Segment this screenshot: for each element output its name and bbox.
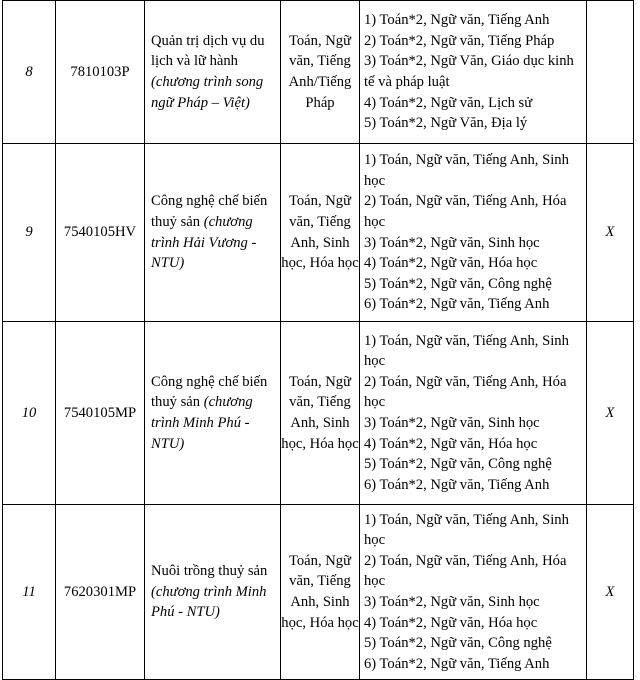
table-row <box>3 144 634 322</box>
combination-item <box>364 551 582 592</box>
combination-item <box>364 150 582 191</box>
combination-text: 1) Toán, Ngữ văn, Tiếng Anh, Sinh học <box>364 152 569 189</box>
combination-item: 4) Toán*2, Ngữ văn, Lịch sử <box>364 94 533 111</box>
combination-item: 4) Toán*2, Ngữ văn, Hóa học <box>364 614 538 631</box>
combination-item: 1) Toán*2, Ngữ văn, Tiếng Anh <box>364 12 550 29</box>
combination-item: 5) Toán*2, Ngữ văn, Công nghệ <box>364 456 552 473</box>
program-name: Công nghệ chế biến thuỷ sản <box>151 193 268 230</box>
subjects-cell: Toán, Ngữ văn, Tiếng Anh, Sinh học, Hóa học <box>281 505 360 680</box>
row-number: 8 <box>3 1 56 144</box>
table-row <box>3 505 634 680</box>
combination-text: 2) Toán, Ngữ văn, Tiếng Anh, Hóa học <box>364 552 567 590</box>
program-note: (chương trình Minh Phú - NTU) <box>151 583 267 621</box>
combination-item: 4) Toán*2, Ngữ văn, Hóa học <box>364 255 538 272</box>
program-name-cell <box>145 1 281 144</box>
program-name-cell <box>145 322 281 505</box>
combination-item <box>364 372 582 413</box>
combination-item: 6) Toán*2, Ngữ văn, Tiếng Anh <box>364 655 550 672</box>
mark-cell <box>587 1 634 144</box>
combination-text: 2) Toán, Ngữ văn, Tiếng Anh, Hóa học <box>364 373 567 411</box>
subjects-cell: Toán, Ngữ văn, Tiếng Anh, Sinh học, Hóa học <box>281 322 360 505</box>
subjects-cell: Toán, Ngữ văn, Tiếng Anh/Tiếng Pháp <box>281 1 360 144</box>
combination-item: 5) Toán*2, Ngữ Văn, Địa lý <box>364 115 528 132</box>
program-name: Nuôi trồng thuỷ sản <box>151 563 268 580</box>
combination-item <box>364 331 582 372</box>
combination-item: 3) Toán*2, Ngữ văn, Sinh học <box>364 234 540 251</box>
program-code: 7540105HV <box>56 144 145 322</box>
program-note: (chương trình Hải Vương - NTU) <box>151 213 257 272</box>
subjects-cell: Toán, Ngữ văn, Tiếng Anh, Sinh học, Hóa học <box>281 144 360 322</box>
row-number: 11 <box>3 505 56 680</box>
combination-text: 3) Toán*2, Ngữ Văn, Giáo dục kinh tế và pháp luật <box>364 53 574 90</box>
program-name-cell <box>145 144 281 322</box>
table-row <box>3 322 634 505</box>
combination-item: 6) Toán*2, Ngữ văn, Tiếng Anh <box>364 476 550 493</box>
combinations-cell <box>360 144 587 322</box>
table-row <box>3 1 634 144</box>
combination-item: 5) Toán*2, Ngữ văn, Công nghệ <box>364 635 552 652</box>
combination-item: 4) Toán*2, Ngữ văn, Hóa học <box>364 435 538 452</box>
combination-item: 6) Toán*2, Ngữ văn, Tiếng Anh <box>364 296 550 313</box>
combination-text: 2) Toán, Ngữ văn, Tiếng Anh, Hóa học <box>364 193 567 230</box>
program-code: 7540105MP <box>56 322 145 505</box>
combination-item: 3) Toán*2, Ngữ văn, Sinh học <box>364 415 540 431</box>
program-table <box>2 0 634 680</box>
program-name: Quản trị dịch vụ du lịch và lữ hành <box>151 32 265 70</box>
combination-item: 2) Toán*2, Ngữ văn, Tiếng Pháp <box>364 32 555 49</box>
combination-item <box>364 191 582 232</box>
program-note: (chương trình Minh Phú - NTU) <box>151 394 253 452</box>
row-number: 10 <box>3 322 56 505</box>
program-name: Công nghệ chế biến thuỷ sản <box>151 373 268 411</box>
combinations-cell <box>360 505 587 680</box>
combination-text: 1) Toán, Ngữ văn, Tiếng Anh, Sinh học <box>364 511 569 549</box>
program-code: 7810103P <box>56 1 145 144</box>
combination-item <box>364 510 582 551</box>
combinations-cell <box>360 1 587 144</box>
combination-item: 5) Toán*2, Ngữ văn, Công nghệ <box>364 275 552 292</box>
program-note: (chương trình song ngữ Pháp – Việt) <box>151 74 264 111</box>
mark-cell: X <box>587 144 634 322</box>
combination-item <box>364 51 582 92</box>
combination-item: 3) Toán*2, Ngữ văn, Sinh học <box>364 594 540 610</box>
mark-cell: X <box>587 505 634 680</box>
combinations-cell <box>360 322 587 505</box>
program-code: 7620301MP <box>56 505 145 680</box>
row-number: 9 <box>3 144 56 322</box>
program-name-cell <box>145 505 281 680</box>
combination-text: 1) Toán, Ngữ văn, Tiếng Anh, Sinh học <box>364 332 569 370</box>
mark-cell: X <box>587 322 634 505</box>
